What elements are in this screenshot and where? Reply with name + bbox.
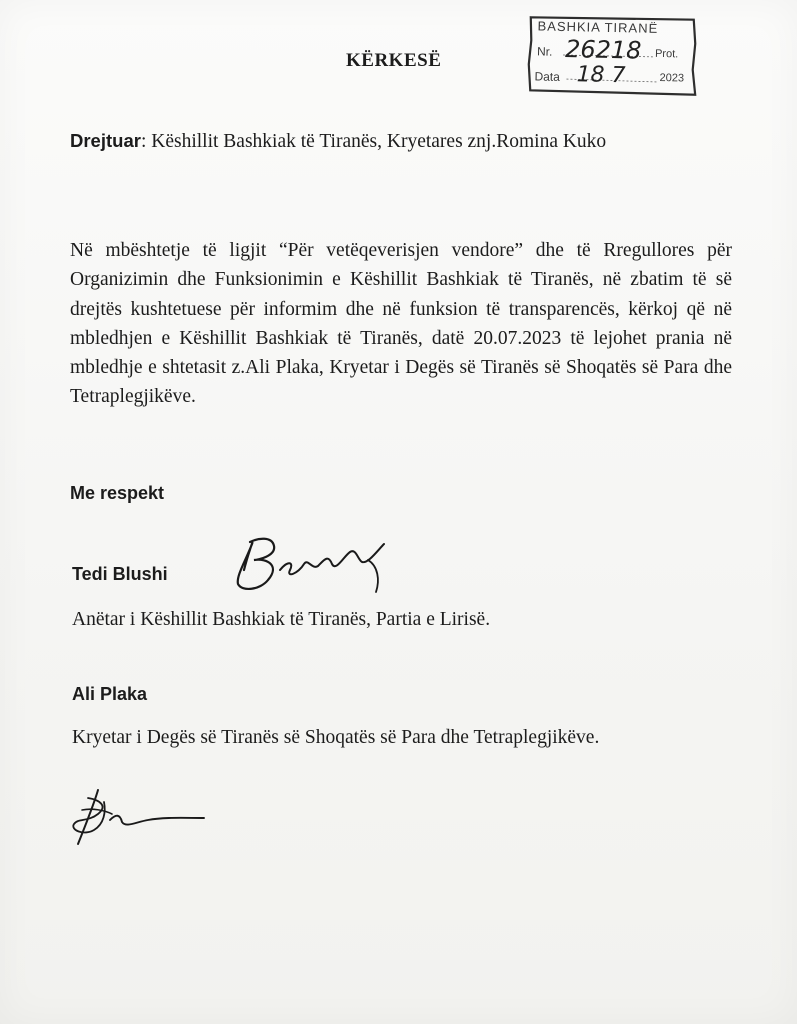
document-title: KËRKESË bbox=[346, 50, 442, 71]
stamp-prot-label: Prot. bbox=[654, 47, 679, 61]
stamp-number-label: Nr. bbox=[536, 44, 553, 59]
signature2-icon bbox=[64, 784, 214, 854]
stamp-number-handwritten: 26218 bbox=[564, 35, 642, 65]
signatory1-name: Tedi Blushi bbox=[72, 564, 168, 584]
addressee-line bbox=[70, 126, 732, 156]
request-body: Në mbështetje të ligjit “Për vetëqeverisjen vendore” dhe të Rregullores për Organizimin dhe Funksionimin e Këshillit Bashkiak të Tiranës, në zbatim të së drejtës kushtetuese për informim dhe në funksion të transparencës, kërkoj që në mbledhjen e Këshillit Bashkiak të Tiranës, datë 20.07.2023 të lejohet prania në mbledhje e shtetasit z.Ali Plaka, Kryetar i Degës së Tiranës së Shoqatës së Para dhe Tetraplegjikëve. bbox=[70, 240, 732, 408]
stamp-date-label: Data bbox=[534, 69, 561, 84]
registration-stamp bbox=[526, 14, 698, 96]
signature1-icon bbox=[228, 530, 408, 600]
stamp-year: 2023 bbox=[659, 72, 685, 85]
stamp-header: BASHKIA TIRANË bbox=[537, 18, 659, 36]
signatory2-role: Kryetar i Degës së Tiranës së Shoqatës së Para dhe Tetraplegjikëve. bbox=[72, 727, 600, 748]
addressee-text: : Këshillit Bashkiak të Tiranës, Kryetares znj.Romina Kuko bbox=[140, 131, 607, 152]
addressee-label: Drejtuar bbox=[70, 130, 141, 151]
closing-phrase: Me respekt bbox=[70, 483, 165, 503]
signatory2-name: Ali Plaka bbox=[72, 684, 148, 704]
signatory1-role: Anëtar i Këshillit Bashkiak të Tiranës, Partia e Lirisë. bbox=[72, 609, 491, 630]
stamp-date-handwritten: 18 7 bbox=[576, 62, 626, 89]
